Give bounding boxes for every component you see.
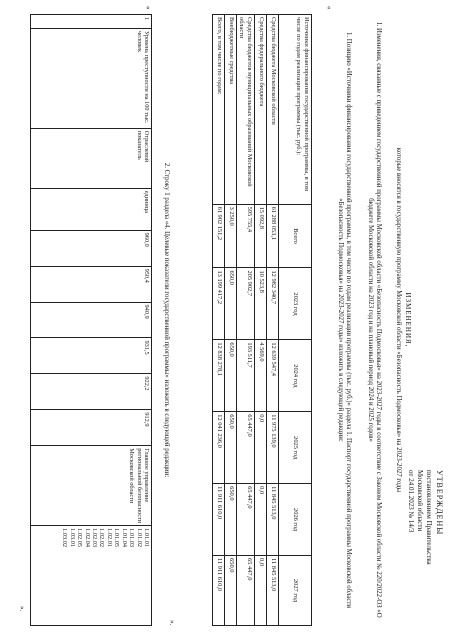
position-1-text: 1. Позицию «Источники финансирования государственной программы, в том числе по годам реализации программы (тыс. руб.)» раздела 1. Паспорт государственной программы Московской области «Безопасность Подмосковья» на 2023-2027 годы» изложить в следующей редакции:	[336, 31, 352, 609]
indicator-2026: 922,2	[31, 374, 152, 410]
cell-2024: 12 838 278,1	[212, 340, 224, 412]
cell-2026: 11 911 610,0	[212, 484, 224, 556]
cell-2024: 12 639 547,4	[267, 340, 279, 412]
cell-2025: 65 447,0	[236, 412, 254, 484]
finance-header-2025: 2025 год	[279, 412, 312, 484]
code-item: 1.01.05	[113, 528, 121, 548]
table-row	[236, 15, 254, 626]
cell-2027: 11 845 513,0	[267, 556, 279, 626]
code-item: 1.01.04	[120, 528, 128, 548]
cell-2025: 650,0	[224, 412, 236, 484]
code-item: 1.02.05	[76, 528, 84, 548]
cell-2024: 650,0	[224, 340, 236, 412]
indicator-table	[30, 14, 152, 626]
approval-stamp	[407, 470, 444, 630]
indicator-name: Уровень преступности на 100 тыс. человек	[31, 28, 152, 128]
finance-table	[212, 14, 312, 626]
code-item: 1.02.03	[91, 528, 99, 548]
cell-2026: 650,0	[224, 484, 236, 556]
cell-2027: 650,0	[224, 556, 236, 626]
finance-header-2023: 2023 год	[279, 268, 312, 340]
code-item: 1.03.01	[68, 528, 76, 548]
row-label: Средства федерального бюджета	[255, 15, 267, 205]
cell-total: 61 288 053,1	[267, 204, 279, 268]
table-row	[224, 15, 236, 626]
document-subtitle: которые вносятся в государственную программу Московской области «Безопасность Подмосковья» на 2023-2027 годы	[395, 147, 402, 493]
cell-2025: 11 975 139,0	[267, 412, 279, 484]
indicator-codes	[31, 526, 152, 626]
cell-2026: 11 845 513,0	[267, 484, 279, 556]
quote-close-2: ».	[18, 606, 26, 612]
cell-2023: 12 982 340,7	[267, 268, 279, 340]
approval-line-2: Московской области	[416, 470, 425, 532]
row-label: Средства бюджета Московской области	[267, 15, 279, 205]
code-item: 1.02.04	[83, 528, 91, 548]
indicator-2024: 940,9	[31, 302, 152, 338]
indicator-type: Отраслевой показатель	[31, 128, 152, 188]
indicator-2025: 931,5	[31, 338, 152, 374]
code-item: 1.01.01	[143, 528, 150, 548]
cell-2023: 13 199 417,2	[212, 268, 224, 340]
cell-2026: 0,0	[255, 484, 267, 556]
cell-2027: 11 911 610,0	[212, 556, 224, 626]
row-label: Средства бюджетов муниципальных образований Московской области	[236, 15, 254, 205]
finance-header-label: Источники финансирования государственной программы, в том числе по годам реализации программы (тыс. руб.):	[279, 15, 312, 205]
code-item: 1.01.03	[128, 528, 136, 548]
indicator-2027: 912,9	[31, 410, 152, 446]
indicator-base: 960,0	[31, 230, 152, 266]
indicator-unit: единица	[31, 188, 152, 230]
approval-title: УТВЕРЖДЕНЫ	[435, 470, 444, 536]
indicator-number: 1	[31, 15, 152, 29]
indicator-row	[31, 15, 152, 626]
finance-header-2024: 2024 год	[279, 340, 312, 412]
finance-header-row	[279, 15, 312, 626]
cell-total: 3 250,0	[224, 204, 236, 268]
cell-2023: 10 523,8	[255, 268, 267, 340]
finance-header-2026: 2026 год	[279, 484, 312, 556]
table-row	[255, 15, 267, 626]
section-2-text: 2. Строку 1 раздела «4. Целевые показатели государственной программы» изложить в следующей редакции:	[163, 162, 170, 478]
cell-2024: 193 511,7	[236, 340, 254, 412]
quote-open-1: «	[325, 6, 332, 10]
approval-line-1: постановлением Правительства	[425, 470, 433, 565]
indicator-2023: 950,4	[31, 266, 152, 302]
finance-header-total: Всего	[279, 204, 312, 268]
cell-total: 595 755,4	[236, 204, 254, 268]
approval-line-3: от 24.01.2023 № 14/3	[407, 470, 416, 533]
cell-2025: 0,0	[255, 412, 267, 484]
quote-close-1: ».	[168, 620, 176, 626]
code-item: 1.03.02	[61, 528, 69, 548]
code-item: 1.02.02	[98, 528, 106, 548]
finance-header-2027: 2027 год	[279, 556, 312, 626]
quote-open-2: «	[144, 6, 152, 10]
section-1-heading: I. Изменения, связанные с приведением государственной программы Московской области «Безопасность Подмосковья» на 2023-2027 годы в соответствие с Законом Московской области № 220/2022-ОЗ «О бюджете Московской области на 2023 год и на плановый период 2024 и 2025 годов»	[366, 22, 382, 618]
cell-2025: 12 041 236,0	[212, 412, 224, 484]
document-title: ИЗМЕНЕНИЯ,	[404, 292, 412, 348]
cell-2027: 65 447,0	[236, 556, 254, 626]
cell-2023: 205 902,7	[236, 268, 254, 340]
code-item: 1.01.02	[135, 528, 143, 548]
row-label: Внебюджетные средства	[224, 15, 236, 205]
table-row	[212, 15, 224, 626]
cell-2027: 0,0	[255, 556, 267, 626]
cell-2024: 4 569,0	[255, 340, 267, 412]
indicator-responsible: Главное управление региональной безопасности Московской области	[31, 446, 152, 526]
cell-total: 15 092,8	[255, 204, 267, 268]
cell-2026: 65 447,0	[236, 484, 254, 556]
cell-2023: 650,0	[224, 268, 236, 340]
cell-total: 61 902 151,2	[212, 204, 224, 268]
table-row	[267, 15, 279, 626]
code-item: 1.02.01	[105, 528, 113, 548]
row-label: Всего, в том числе по годам:	[212, 15, 224, 205]
